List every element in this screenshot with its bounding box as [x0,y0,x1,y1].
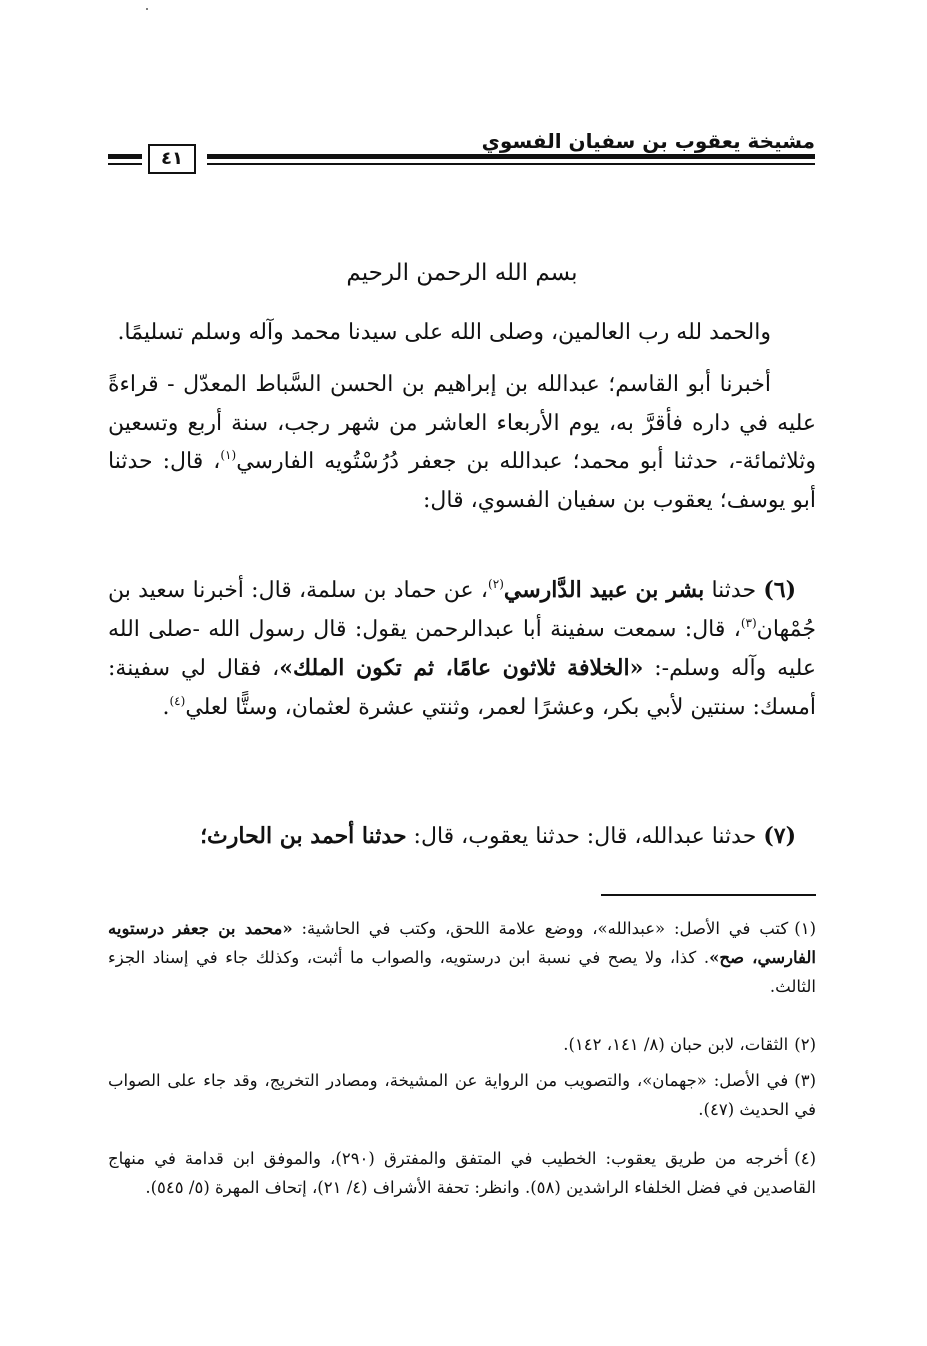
hadith-7-paragraph [108,817,816,856]
footnote-1 [108,914,816,1001]
narrator-name: بشر بن عبيد الدَّارسي [503,577,705,603]
footnote-number: (٤) [794,1149,816,1168]
hadith-text: حدثنا [704,578,764,603]
prophetic-quote: «الخلافة ثلاثون عامًا، ثم تكون الملك» [279,655,644,681]
hadith-text: حدثنا عبدالله، قال: حدثنا يعقوب، قال: [406,824,764,849]
footnote-text: أخرجه من طريق يعقوب: الخطيب في المتفق والمفترق (٢٩٠)، والموفق ابن قدامة في منهاج القاصدين في فضل الخلفاء الراشدين (٥٨). وانظر: تحفة الأشراف (٤/ ٢١)، إتحاف المهرة (٥/ ٥٤٥). [108,1149,816,1197]
footnote-ref-2: (٢) [488,577,504,591]
footnote-text: . كذا، ولا يصح في نسبة ابن درستويه، والصواب ما أثبت، وكذلك جاء في إسناد الجزء الثالث. [108,948,816,996]
hadith-text: ، فقال لي سفينة: أمسك: سنتين لأبي بكر، وعشرًا لعمر، وثنتي عشرة لعثمان، وستًّا لعلي [108,656,816,720]
hadith-text: . [162,694,170,720]
footnote-ref-4: (٤) [169,693,186,708]
footnote-3 [108,1066,816,1124]
stray-mark [146,8,148,10]
footnote-ref-3: (٣) [740,615,757,630]
footnote-bold-text: «محمد بن جعفر درستويه الفارسي، صح» [108,919,816,967]
isnad-text-end: ، قال: حدثنا أبو يوسف؛ يعقوب بن سفيان الفسوي، قال: [108,449,816,513]
footnote-text: في الأصل: «جهمان»، والتصويب من الرواية عن المشيخة، ومصادر التخريج، وقد جاء على الصواب في الحديث (٤٧). [108,1071,816,1119]
header-rule-thick [207,154,815,159]
footnote-ref-1: (١) [220,448,237,462]
narrator-chain-bold: حدثنا أحمد بن الحارث؛ [200,823,407,849]
header-rule-thin [207,163,815,165]
hadith-6-paragraph [108,571,816,727]
hadith-text: ، عن حماد بن سلمة، قال: أخبرنا سعيد بن جُمْهان [108,578,816,642]
isnad-text: أخبرنا أبو القاسم؛ عبدالله بن إبراهيم بن الحسن السَّباط المعدّل - قراءةً عليه في داره فأقرَّ به، يوم الأربعاء العاشر من شهر رجب، سنة أربع وتسعين وثلاثمائة-، حدثنا أبو محمد؛ عبدالله بن جعفر دُرُسْتُويه الفارسي [108,372,816,474]
praise-paragraph: والحمد لله رب العالمين، وصلى الله على سيدنا محمد وآله وسلم تسليمًا. [117,320,771,345]
basmala: بسم الله الرحمن الرحيم [346,260,578,286]
isnad-paragraph [108,366,816,520]
footnote-number: (٢) [794,1035,816,1054]
footnote-separator [601,894,816,896]
footnote-2 [108,1030,816,1059]
header-rule-left-thin [108,163,142,165]
page-number-box: ٤١ [148,144,196,174]
header-rule-left-thick [108,154,142,159]
footnote-text: الثقات، لابن حبان (٨/ ١٤١، ١٤٢). [563,1035,789,1054]
footnote-4 [108,1144,816,1202]
footnote-number: (٣) [794,1071,816,1090]
hadith-text: ، قال: سمعت سفينة أبا عبدالرحمن يقول: قال رسول الله -صلى الله عليه وآله وسلم-: [108,616,817,681]
running-header-title: مشيخة يعقوب بن سفيان الفسوي [481,129,815,153]
hadith-number: (٧) [763,823,796,849]
footnote-text: كتب في الأصل: «عبدالله»، ووضع علامة اللحق، وكتب في الحاشية: [292,919,789,938]
hadith-number: (٦) [763,577,797,603]
footnote-number: (١) [794,919,816,938]
